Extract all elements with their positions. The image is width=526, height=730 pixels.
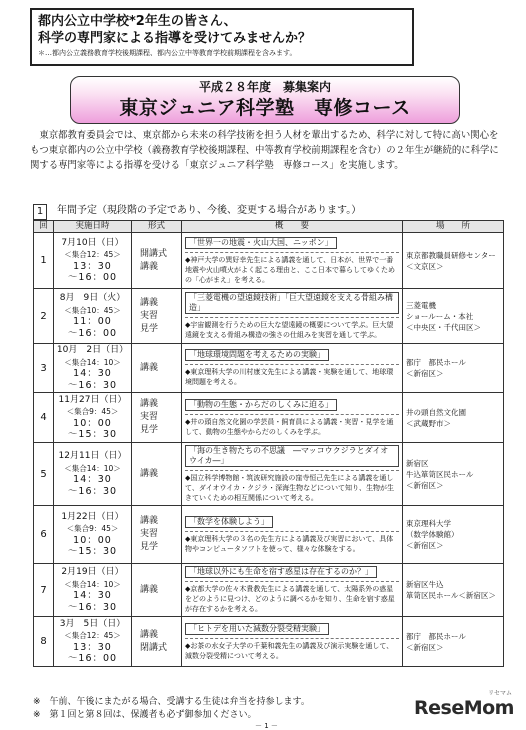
- session-description: ◆神戸大学の巽好幸先生による講義を通して、日本が、世界で一番地震や火山噴火がよく起こる理由と、ここ日本で暮らしてゆくための「心がまえ」を考える。: [185, 252, 399, 285]
- header-format: 形式: [132, 221, 182, 233]
- overview-cell: [182, 344, 403, 393]
- logo-kana: リセマム: [488, 690, 512, 697]
- table-row: [34, 564, 504, 617]
- format-cell: [132, 233, 182, 289]
- overview-cell: [182, 443, 403, 506]
- session-title: 「三菱電機の望遠鏡技術」「巨大望遠鏡を支える骨組み構造」: [185, 292, 399, 314]
- format-cell: [132, 344, 182, 393]
- table-header-row: [34, 221, 504, 233]
- place-line: （数学体験館）: [406, 530, 459, 539]
- place-line: 箪笥区民ホール＜新宿区＞: [406, 591, 496, 600]
- format-cell: [132, 289, 182, 344]
- place-line: 都庁 都民ホール: [406, 631, 466, 641]
- datetime-cell: [54, 233, 132, 289]
- end-time: ～16：00: [67, 653, 118, 664]
- format-cell: [132, 506, 182, 564]
- format-label: 講義: [140, 468, 159, 479]
- footnote-1: ※ 午前、午後にまたがる場合、受講する生徒は弁当を持参します。: [33, 697, 310, 707]
- header-round: 回: [34, 221, 54, 233]
- gather-time: ＜集合10：45＞: [64, 305, 121, 315]
- round-number: 4: [34, 393, 54, 443]
- start-time: 14：30: [73, 474, 112, 485]
- overview-cell: [182, 617, 403, 667]
- datetime-cell: [54, 506, 132, 564]
- event-date: 12月11日（日）: [58, 451, 127, 461]
- session-description: ◆国立科学博物館・筑波研究施設の窪寺恒己先生による講義を通して、ダイオウイカ・クジラ・深海生物などについて知り、生物が生きていくための相互関係について考える。: [185, 470, 399, 503]
- schedule-table: [33, 220, 504, 667]
- place-cell: [403, 344, 504, 393]
- overview-cell: [182, 393, 403, 443]
- round-number: 1: [34, 233, 54, 289]
- gather-time: ＜集合12：45＞: [64, 631, 121, 640]
- overview-cell: [182, 289, 403, 344]
- intro-paragraph: 東京都教育委員会では、東京都から未来の科学技術を担う人材を輩出するため、科学に対して特に高い関心をもつ東京都内の公立中学校（義務教育学校後期課程、中等教育学校前期課程を含む）の２年生が継続的に科学に関する専門家等による指導を受ける「東京ジュニア科学塾 専修コース」を実施します。: [30, 130, 499, 171]
- footnotes: [33, 696, 310, 722]
- session-title: 「地球以外にも生命を宿す惑星は存在するのか？」: [185, 566, 377, 578]
- place-line: 牛込箪笥区民ホール: [406, 469, 474, 479]
- section-heading: [33, 204, 361, 220]
- format-label: 講義: [140, 629, 159, 640]
- session-title: 「動物の生態・からだのしくみに迫る」: [185, 399, 337, 411]
- place-line: 東京都教職員研修センター: [406, 250, 496, 260]
- format-label: 実習: [140, 529, 159, 539]
- session-description: ◆お茶の水女子大学の千葉和義先生の講義及び演示実験を通して、減数分裂受精について考える。: [185, 638, 399, 661]
- table-row: [34, 233, 504, 289]
- place-line: ＜新宿区＞: [406, 642, 444, 652]
- title-banner: [70, 76, 460, 124]
- table-row: [34, 617, 504, 667]
- datetime-cell: [54, 289, 132, 344]
- header-overview: 概 要: [182, 221, 403, 233]
- session-title: 「世界一の地震・火山大国、ニッポン」: [185, 237, 337, 249]
- format-label: 講義: [140, 261, 159, 272]
- format-label: 講義: [140, 516, 159, 526]
- format-label: 閉講式: [140, 642, 168, 653]
- overview-cell: [182, 233, 403, 289]
- start-time: 14：30: [73, 368, 112, 379]
- event-date: 3月 5日（日）: [59, 618, 126, 629]
- session-description: ◆井の頭自然文化園の学芸員・飼育員による講義・実習・見学を通して、動物の生態やからだのしくみを学ぶ。: [185, 414, 399, 437]
- session-title: 「地球環境問題を考えるための実験」: [185, 349, 329, 361]
- session-description: ◆東京理科大学の３名の先生方による講義及び実習において、具体物やコンピュータソフトを使って、様々な体験をする。: [185, 531, 399, 554]
- format-label: 講義: [140, 399, 159, 409]
- gather-time: ＜集合14：10＞: [64, 357, 121, 367]
- start-time: 11：00: [73, 316, 112, 327]
- banner-subtitle: 平成２８年度 募集案内: [198, 80, 331, 94]
- place-line: ショールーム・本社: [406, 311, 474, 321]
- round-number: 7: [34, 564, 54, 617]
- event-date: 8月 9日（火）: [59, 293, 126, 303]
- datetime-cell: [54, 443, 132, 506]
- place-line: ＜新宿区＞: [406, 369, 444, 378]
- place-line: ＜武蔵野市＞: [406, 418, 451, 428]
- format-label: 実習: [140, 412, 159, 422]
- place-cell: [403, 289, 504, 344]
- page-number: － 1 －: [255, 722, 278, 730]
- gather-time: ＜集合9：45＞: [66, 407, 119, 416]
- place-line: 新宿区牛込: [406, 580, 444, 589]
- datetime-cell: [54, 344, 132, 393]
- place-line: ＜文京区＞: [406, 261, 444, 271]
- end-time: ～16：30: [67, 601, 118, 613]
- header-place: 場 所: [403, 221, 504, 233]
- format-label: 見学: [140, 542, 159, 552]
- session-title: 「ヒトデを用いた減数分裂受精実験」: [185, 623, 329, 635]
- end-time: ～16：00: [67, 272, 118, 283]
- table-row: [34, 393, 504, 443]
- session-title: 「数学を体験しよう」: [185, 516, 273, 528]
- start-time: 14：30: [73, 590, 112, 601]
- header-datetime: 実施日時: [54, 221, 132, 233]
- place-line: 東京理科大学: [406, 519, 451, 528]
- gather-time: ＜集合12：45＞: [64, 250, 121, 259]
- section-title: 年間予定（現段階の予定であり、今後、変更する場合があります。）: [57, 205, 362, 216]
- table-row: [34, 506, 504, 564]
- gather-time: ＜集合14：10＞: [64, 579, 121, 589]
- session-description: ◆東京理科大学の川村康文先生による講義・実験を通して、地球環境問題を考える。: [185, 364, 399, 387]
- place-cell: [403, 506, 504, 564]
- datetime-cell: [54, 393, 132, 443]
- end-time: ～15：30: [67, 429, 118, 440]
- end-time: ～16：00: [67, 327, 118, 339]
- gather-time: ＜集合14：10＞: [64, 463, 121, 473]
- session-title: 「海の生き物たちの不思議 ―マッコウクジラとダイオウイカ―」: [185, 445, 399, 467]
- place-cell: [403, 617, 504, 667]
- resemom-logo: [414, 690, 514, 719]
- round-number: 3: [34, 344, 54, 393]
- place-line: ＜新宿区＞: [406, 541, 444, 550]
- place-cell: [403, 393, 504, 443]
- start-time: 10：00: [73, 534, 112, 546]
- table-row: [34, 344, 504, 393]
- banner-title: 東京ジュニア科学塾 専修コース: [119, 97, 411, 119]
- start-time: 13：30: [73, 260, 112, 272]
- round-number: 8: [34, 617, 54, 667]
- format-cell: [132, 564, 182, 617]
- place-line: 三菱電機: [406, 300, 436, 310]
- event-date: 2月19日（日）: [61, 567, 124, 577]
- datetime-cell: [54, 617, 132, 667]
- callout-line-2: 科学の専門家による指導を受けてみませんか？: [38, 31, 312, 46]
- format-cell: [132, 443, 182, 506]
- footnote-2: ※ 第１回と第８回は、保護者も必ず御参加ください。: [33, 710, 257, 720]
- format-label: 開講式: [140, 248, 168, 259]
- format-label: 見学: [140, 425, 159, 435]
- format-label: 講義: [140, 584, 159, 595]
- round-number: 5: [34, 443, 54, 506]
- end-time: ～16：30: [67, 379, 118, 391]
- datetime-cell: [54, 564, 132, 617]
- place-line: 新宿区: [406, 458, 429, 468]
- gather-time: ＜集合9：45＞: [66, 524, 119, 533]
- section-number: 1: [33, 204, 47, 220]
- start-time: 13：30: [73, 641, 112, 653]
- table-row: [34, 443, 504, 506]
- event-date: 7月10日（日）: [61, 237, 124, 248]
- format-label: 講義: [140, 362, 159, 373]
- format-label: 実習: [140, 310, 159, 321]
- overview-cell: [182, 564, 403, 617]
- intro-callout-box: [30, 8, 414, 66]
- callout-line-1: 都内公立中学校*2年生の皆さん、: [38, 14, 237, 29]
- place-line: ＜中央区・千代田区＞: [406, 322, 481, 332]
- place-cell: [403, 564, 504, 617]
- round-number: 2: [34, 289, 54, 344]
- place-cell: [403, 233, 504, 289]
- format-label: 見学: [140, 323, 159, 334]
- start-time: 10：00: [73, 417, 112, 429]
- place-line: 井の頭自然文化園: [406, 407, 466, 417]
- place-line: ＜新宿区＞: [406, 480, 444, 490]
- end-time: ～16：30: [67, 485, 118, 497]
- event-date: 11月27日（日）: [58, 394, 127, 405]
- round-number: 6: [34, 506, 54, 564]
- format-label: 講義: [140, 297, 159, 308]
- place-cell: [403, 443, 504, 506]
- place-line: 都庁 都民ホール: [406, 358, 466, 367]
- overview-cell: [182, 506, 403, 564]
- logo-wordmark: ReseMom: [414, 697, 514, 719]
- session-description: ◆京都大学の佐々木貴教先生による講義を通して、太陽系外の惑星をどのように見つけ、どのように調べるかを知り、生命を宿す惑星が存在するかを考える。: [185, 581, 399, 614]
- event-date: 1月22日（日）: [61, 511, 124, 522]
- session-description: ◆宇宙観測を行うための巨大な望遠鏡の概要について学ぶ。巨大望遠鏡を支える骨組み構造の強さの仕組みを実習を通して学ぶ。: [185, 317, 399, 340]
- end-time: ～15：30: [67, 546, 118, 557]
- event-date: 10月 2日（日）: [56, 345, 129, 355]
- format-cell: [132, 617, 182, 667]
- callout-note: ＊…都内公立義務教育学校後期課程、都内公立中等教育学校前期課程を含みます。: [38, 49, 297, 57]
- format-cell: [132, 393, 182, 443]
- table-row: [34, 289, 504, 344]
